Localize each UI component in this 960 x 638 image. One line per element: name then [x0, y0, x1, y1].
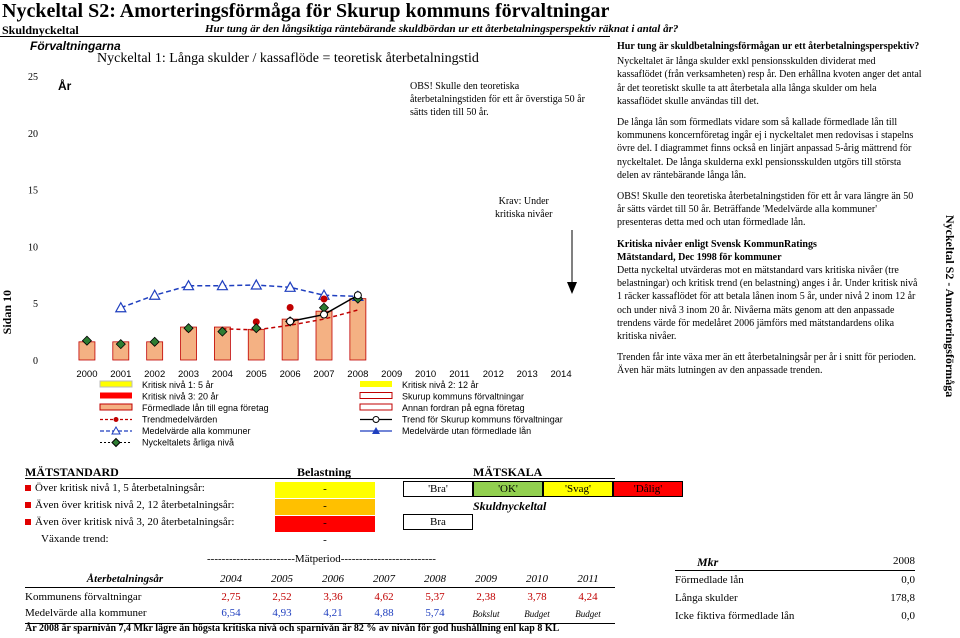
x-tick-label: 2002	[144, 369, 166, 380]
footer-note: År 2008 är sparnivån 7,4 Mkr lägre än högsta kritiska nivå och sparnivån är 82 % av nivån för god hushållning enl kap 8 KL	[25, 623, 560, 634]
bar	[248, 329, 264, 360]
belastning-heading: Belastning	[297, 465, 352, 479]
x-tick-label: 2014	[550, 369, 572, 380]
legend-swatch	[100, 381, 132, 387]
krav-arrowhead	[567, 282, 577, 294]
legend-label: Skurup kommuns förvaltningar	[402, 391, 525, 402]
legend-marker	[114, 417, 119, 422]
mean-all-point	[251, 280, 261, 289]
scale-row	[403, 481, 683, 497]
side-question: Hur tung är skuldbetalningsförmågan ur ett återbetalningsperspektiv?	[617, 41, 920, 52]
krav-line1: Krav: Under	[498, 196, 549, 207]
side-p1: Nyckeltalet är långa skulder exkl pensionsskulden dividerat med kassaflödet (från verksamheten) resp år. Den erhållna kvoten anger det antal år det teoretiskt skulle ta att återbetala alla långa skulder om hela kassaflödet skulle användas till det.	[617, 56, 922, 107]
chart	[0, 40, 615, 460]
mkr-label: Förmedlade lån	[675, 574, 744, 586]
x-tick-label: 2013	[516, 369, 538, 380]
x-tick-label: 2010	[415, 369, 437, 380]
legend-swatch	[100, 404, 132, 410]
x-tick-label: 2000	[76, 369, 98, 380]
chart-org: Förvaltningarna	[30, 39, 121, 53]
divider	[25, 587, 615, 588]
legend-label: Förmedlade lån till egna företag	[142, 403, 269, 413]
side-p4: Detta nyckeltal utvärderas mot en mätstandard vars kritiska nivåer (tre belastningar) och kritisk trend (en belastning) anges i år. Under kritisk nivå 1 räcker kassaflödet för att betala lånen inom 5 år, under nivå 2 inom 12 år och under nivå 3 inom 20 år. Nivåerna mäts genom att den anpassade trendens värde för medelåret 2006 jämförs med mätstandardens olika kritiska nivåer.	[617, 265, 918, 343]
r1-value: 2,38	[476, 591, 496, 603]
divider	[675, 570, 915, 571]
row-text: Över kritisk nivå 1, 5 återbetalningsår:	[35, 482, 205, 494]
r1-value: 5,37	[425, 591, 445, 603]
side-p3: OBS! Skulle den teoretiska återbetalningstiden för ett år vara längre än 50 år sätts värdet till 50 år. Beträffande 'Medelvärde alla kommuner' presenteras detta med och utan förmedlade lån.	[617, 191, 914, 229]
side-title: Nyckeltal S2 - Amorteringsförmåga	[943, 215, 957, 398]
x-tick-label: 2011	[449, 369, 470, 380]
rating-box: Bra	[403, 514, 473, 530]
matstandard-row-label	[25, 516, 234, 528]
legend-label: Kritisk nivå 1: 5 år	[142, 380, 214, 390]
year-header: 2008	[424, 573, 446, 585]
y-tick-label: 15	[28, 185, 38, 197]
legend-label: Kritisk nivå 2: 12 år	[402, 380, 479, 390]
r1-value: 3,78	[527, 591, 547, 603]
x-tick-label: 2012	[482, 369, 504, 380]
r1-value: 3,36	[323, 591, 343, 603]
r2-value: Budget	[575, 609, 601, 619]
r1-value: 4,62	[374, 591, 394, 603]
red-bullet	[25, 519, 31, 525]
x-tick-label: 2003	[177, 369, 200, 380]
matskala-heading: MÄTSKALA	[473, 465, 543, 479]
r1-label: Kommunens förvaltningar	[25, 591, 142, 603]
krav-line2: kritiska nivåer	[495, 209, 553, 220]
legend-swatch	[360, 381, 392, 387]
r2-value: 4,93	[272, 607, 292, 619]
x-tick-label: 2005	[245, 369, 267, 380]
x-tick-label: 2004	[211, 369, 233, 380]
year-header: 2007	[373, 573, 395, 585]
chart-title: Nyckeltal 1: Långa skulder / kassaflöde = teoretisk återbetalningstid	[97, 51, 479, 66]
legend-label: Nyckeltalets årliga nivå	[142, 437, 235, 448]
page-title: Nyckeltal S2: Amorteringsförmåga för Skurup kommuns förvaltningar	[2, 0, 610, 22]
x-tick-label: 2008	[347, 369, 369, 380]
r2-label: Medelvärde alla kommuner	[25, 607, 147, 619]
scale-cell: 'Bra'	[403, 481, 473, 497]
belastning-value: -	[275, 482, 375, 498]
belastning-value: -	[275, 533, 375, 549]
matstandard-heading: MÄTSTANDARD	[25, 465, 119, 479]
legend-marker	[112, 439, 120, 447]
side-h4b: Mätstandard, Dec 1998 för kommuner	[617, 251, 782, 263]
bar	[350, 299, 366, 360]
obs-note: OBS! Skulle den teoretiska återbetalningstiden för ett år överstiga 50 år sätts tiden till 50 år.	[410, 81, 585, 118]
y-tick-label: 0	[33, 356, 38, 367]
x-tick-label: 2001	[110, 369, 132, 380]
r2-value: 4,21	[323, 607, 343, 619]
legend-label: Trendmedelvärden	[142, 414, 218, 425]
legend-label: Kritisk nivå 3: 20 år	[142, 391, 219, 402]
mkr-heading: Mkr	[697, 555, 719, 569]
divider	[0, 36, 610, 37]
trend-skurup-point	[287, 318, 294, 325]
r1-value: 2,75	[221, 591, 241, 603]
legend-label: Trend för Skurup kommuns förvaltningar	[402, 414, 563, 425]
scale-cell: 'Dålig'	[613, 481, 683, 497]
r2-value: Budget	[524, 609, 550, 619]
row-text: Växande trend:	[41, 533, 109, 545]
y-tick-label: 10	[28, 242, 38, 254]
r2-value: 5,74	[425, 607, 445, 619]
r2-value: Bokslut	[472, 609, 500, 619]
mean-all-point	[150, 290, 160, 299]
r1-value: 2,52	[272, 591, 292, 603]
period-header: ------------------------Mätperiod--------------------------	[207, 553, 436, 565]
page-number: Sidan 10	[0, 290, 14, 335]
legend-swatch	[360, 404, 392, 410]
x-tick-label: 2009	[381, 369, 403, 380]
belastning-value: -	[275, 499, 375, 515]
year-header: 2004	[220, 573, 242, 585]
legend-swatch	[360, 393, 392, 399]
trend-skurup-point	[321, 311, 328, 318]
question-text: Hur tung är den långsiktiga räntebärande skuldbördan ur ett återbetalningsperspektiv räknat i antal år?	[205, 23, 679, 35]
side-p2: De långa lån som förmedlats vidare som så kallade förmedlade lån till kommunens koncernföretag ingår ej i nyckeltalet men redovisas i stapelns övre del. I diagrammet finns också en linjärt anpassad 5-årig mättrend för nyckeltalet. De långa skulderna exkl pensionsskulden utgörs till största delen av räntebärande långa lån.	[617, 117, 914, 181]
red-bullet	[25, 502, 31, 508]
mkr-label: Icke fiktiva förmedlade lån	[675, 610, 795, 622]
year-header: 2006	[322, 573, 344, 585]
matstandard-row-label	[25, 499, 234, 511]
year-header: 2009	[475, 573, 497, 585]
side-h4a: Kritiska nivåer enligt Svensk KommunRatings	[617, 238, 817, 250]
legend-marker	[373, 417, 379, 423]
legend-label: Medelvärde utan förmedlade lån	[402, 426, 532, 436]
legend-label: Annan fordran på egna företag	[402, 403, 525, 413]
trend-skurup-point	[354, 292, 361, 299]
y-tick-label: 25	[28, 72, 38, 83]
year-header: 2011	[577, 573, 599, 585]
belastning-value: -	[275, 516, 375, 532]
row-text: Även över kritisk nivå 2, 12 återbetalningsår:	[35, 499, 235, 511]
r1-value: 4,24	[578, 591, 598, 603]
scale-cell: 'OK'	[473, 481, 543, 497]
side-p5: Trenden får inte växa mer än ett återbetalningsår per år i snitt för perioden. Även här mäts lutningen av den anpassade trenden.	[617, 352, 916, 377]
mkr-label: Långa skulder	[675, 592, 738, 604]
legend-swatch	[100, 393, 132, 399]
skuldnyckeltal-label: Skuldnyckeltal	[473, 499, 547, 513]
r2-value: 4,88	[374, 607, 394, 619]
year-header: 2010	[526, 573, 548, 585]
mkr-value: 0,0	[901, 574, 915, 586]
divider	[25, 478, 615, 479]
period-row-label: Återbetalningsår	[86, 573, 164, 585]
x-tick-label: 2006	[279, 369, 301, 380]
scale-cell: 'Svag'	[543, 481, 613, 497]
mkr-year: 2008	[893, 555, 915, 567]
mkr-value: 178,8	[890, 592, 915, 604]
category-label: Skuldnyckeltal	[2, 23, 79, 37]
matstandard-row-label	[25, 482, 205, 494]
x-tick-label: 2007	[313, 369, 335, 380]
year-header: 2005	[271, 573, 293, 585]
mkr-value: 0,0	[901, 610, 915, 622]
side-text	[617, 40, 923, 386]
r2-value: 6,54	[221, 607, 241, 619]
legend-label: Medelvärde alla kommuner	[142, 426, 251, 436]
y-tick-label: 20	[28, 128, 38, 140]
skurup-point	[321, 295, 328, 302]
row-text: Även över kritisk nivå 3, 20 återbetalningsår:	[35, 516, 235, 528]
y-tick-label: 5	[33, 299, 38, 311]
skurup-point	[287, 304, 294, 311]
matstandard-row-label	[41, 533, 109, 545]
red-bullet	[25, 485, 31, 491]
y-axis-label: År	[58, 79, 72, 93]
